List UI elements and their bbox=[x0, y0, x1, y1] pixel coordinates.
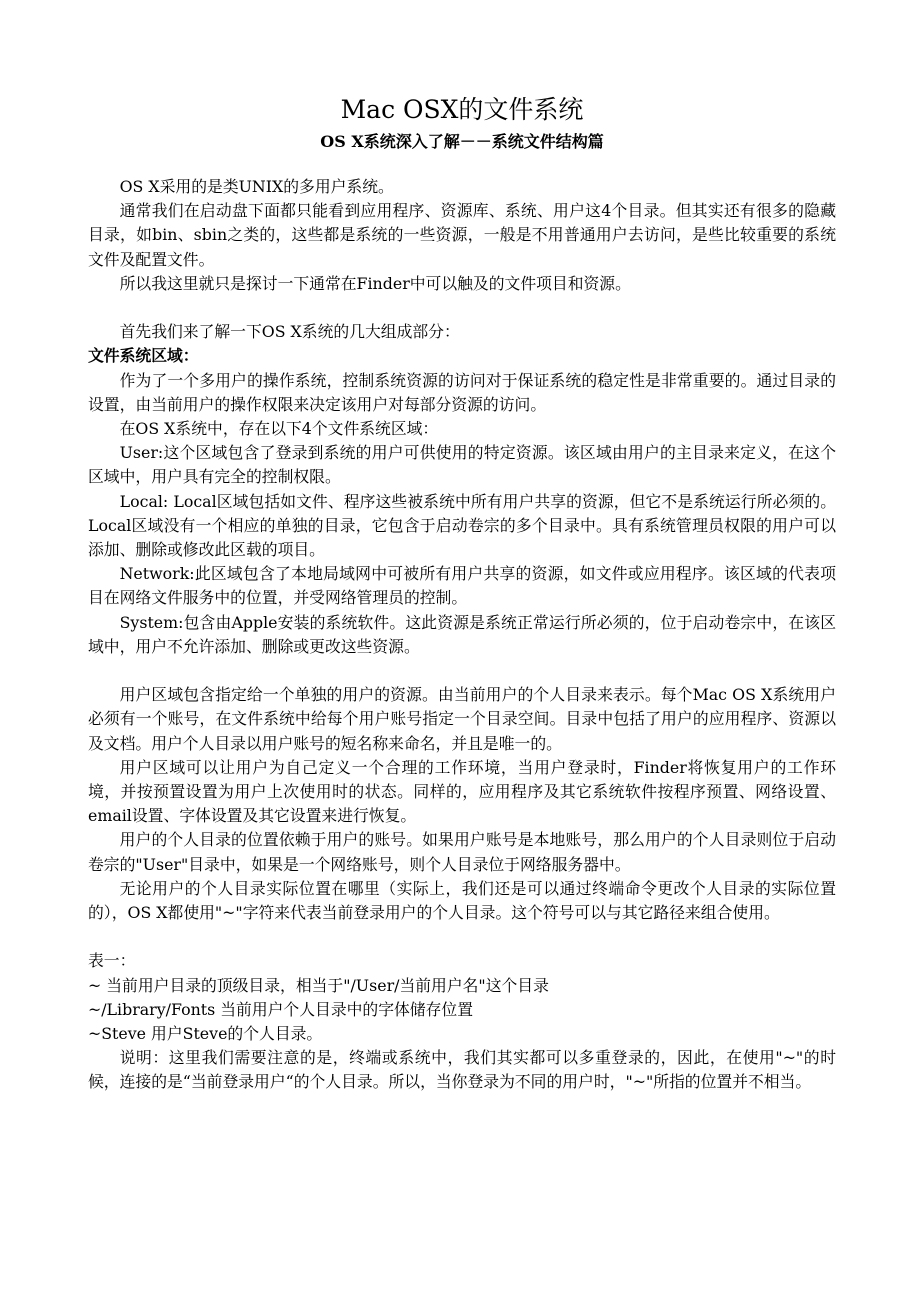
intro-paragraph: 通常我们在启动盘下面都只能看到应用程序、资源库、系统、用户这4个目录。但其实还有很多的隐藏目录，如bin、sbin之类的，这些都是系统的一些资源，一般是不用普通用户去访问，是些比较重要的系统文件及配置文件。 bbox=[88, 201, 836, 269]
table-label: 表一： bbox=[88, 951, 136, 971]
note-paragraph: 说明：这里我们需要注意的是，终端或系统中，我们其实都可以多重登录的，因此，在使用"~"的时候，连接的是“当前登录用户“的个人目录。所以，当你登录为不同的用户时，"~"所指的位置并不相当。 bbox=[88, 1048, 836, 1092]
table-row: ~Steve 用户Steve的个人目录。 bbox=[88, 1024, 323, 1044]
user-domain-paragraph: 用户区域可以让用户为自己定义一个合理的工作环境，当用户登录时，Finder将恢复用户的工作环境，并按预置设置为用户上次使用时的状态。同样的，应用程序及其它系统软件按程序预置、网络设置、email设置、字体设置及其它设置来进行恢复。 bbox=[88, 757, 836, 826]
domain-network-paragraph: Network:此区域包含了本地局域网中可被所有用户共享的资源，如文件或应用程序。该区域的代表项目在网络文件服务中的位置，并受网络管理员的控制。 bbox=[88, 564, 836, 608]
domain-paragraph: 作为了一个多用户的操作系统，控制系统资源的访问对于保证系统的稳定性是非常重要的。通过目录的设置，由当前用户的操作权限来决定该用户对每部分资源的访问。 bbox=[88, 370, 836, 414]
domain-user-paragraph: User:这个区域包含了登录到系统的用户可供使用的特定资源。该区域由用户的主目录来定义，在这个区域中，用户具有完全的控制权限。 bbox=[88, 443, 836, 487]
page-title: Mac OSX的文件系统 bbox=[340, 95, 584, 124]
paragraph-spacer bbox=[88, 925, 836, 949]
user-domain-paragraph: 无论用户的个人目录实际位置在哪里（实际上，我们还是可以通过终端命令更改个人目录的实际位置的），OS X都使用"~"字符来代表当前登录用户的个人目录。这个符号可以与其它路径来组合使用。 bbox=[88, 878, 836, 923]
domain-paragraph: 在OS X系统中，存在以下4个文件系统区域： bbox=[119, 419, 439, 439]
section-heading: 文件系统区域： bbox=[88, 346, 199, 366]
intro-paragraph: OS X采用的是类UNIX的多用户系统。 bbox=[119, 177, 394, 196]
domain-local-paragraph: Local: Local区域包括如文件、程序这些被系统中所有用户共享的资源，但它不是系统运行所必须的。Local区域没有一个相应的单独的目录，它包含于启动卷宗的多个目录中。具有系统管理员权限的用户可以添加、删除或修改此区载的项目。 bbox=[88, 491, 836, 560]
user-domain-paragraph: 用户区域包含指定给一个单独的用户的资源。由当前用户的个人目录来表示。每个Mac OS X系统用户必须有一个账号，在文件系统中给每个用户账号指定一个目录空间。目录中包括了用户的应用程序、资源以及文档。用户个人目录以用户账号的短名称来命名，并且是唯一的。 bbox=[88, 685, 836, 753]
domain-system-paragraph: System:包含由Apple安装的系统软件。这此资源是系统正常运行所必须的，位于启动卷宗中，在该区域中，用户不允许添加、删除或更改这些资源。 bbox=[88, 612, 836, 656]
paragraph-spacer bbox=[88, 659, 836, 683]
intro-paragraph: 所以我这里就只是探讨一下通常在Finder中可以触及的文件项目和资源。 bbox=[119, 273, 631, 293]
overview-paragraph: 首先我们来了解一下OS X系统的几大组成部分： bbox=[119, 322, 460, 342]
paragraph-spacer bbox=[88, 296, 836, 320]
table-row: ~ 当前用户目录的顶级目录，相当于"/User/当前用户名"这个目录 bbox=[88, 975, 549, 995]
user-domain-paragraph: 用户的个人目录的位置依赖于用户的账号。如果用户账号是本地账号，那么用户的个人目录则位于启动卷宗的"User"目录中，如果是一个网络账号，则个人目录位于网络服务器中。 bbox=[88, 830, 836, 874]
table-row: ~/Library/Fonts 当前用户个人目录中的字体储存位置 bbox=[88, 999, 473, 1019]
page-subtitle: OS X系统深入了解－－系统文件结构篇 bbox=[320, 132, 604, 151]
